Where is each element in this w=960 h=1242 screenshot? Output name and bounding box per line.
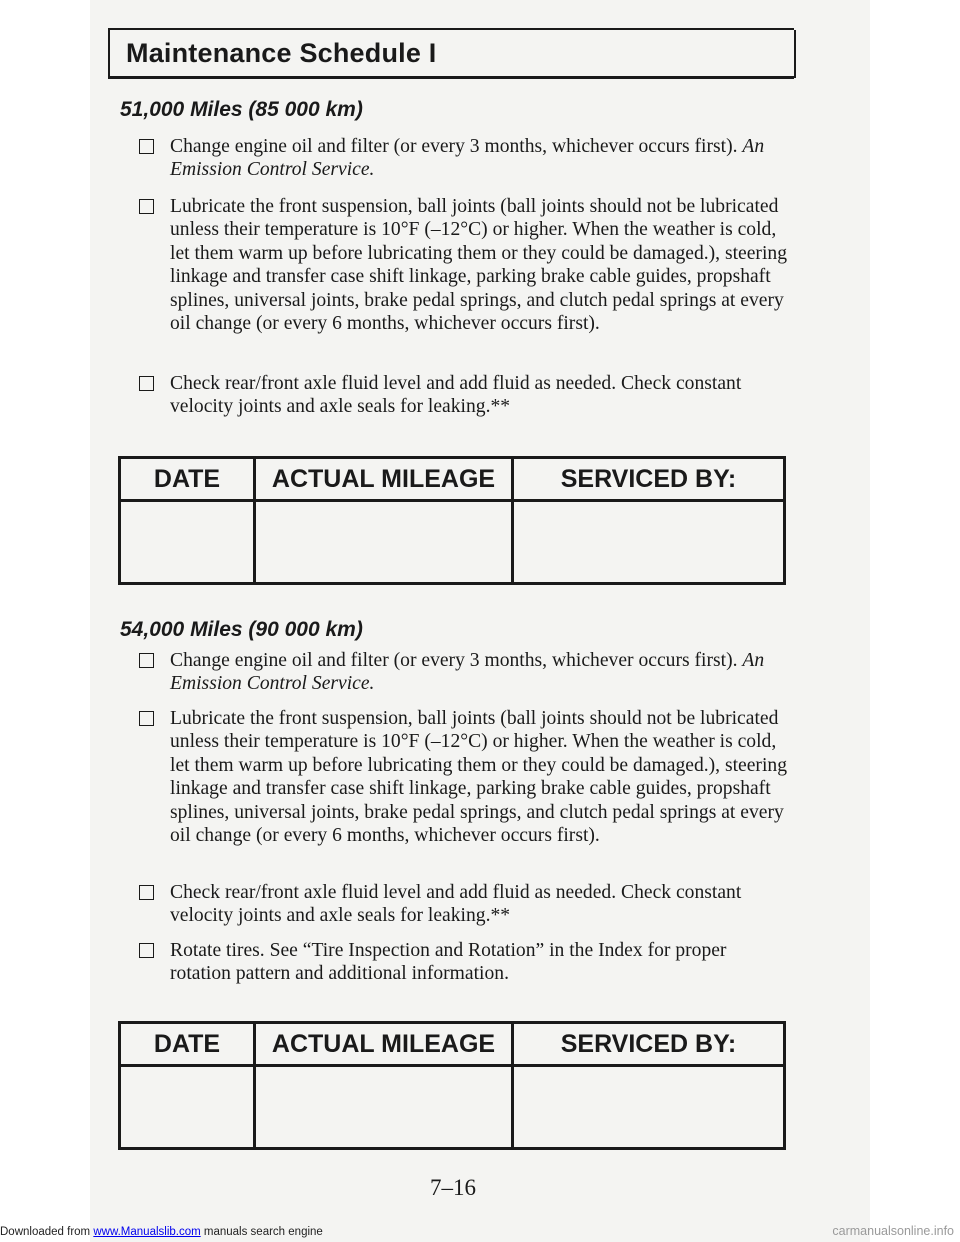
service-log-table — [118, 456, 786, 585]
watermark-text: carmanualsonline.info — [832, 1224, 954, 1238]
item-text: Change engine oil and filter (or every 3 months, whichever occurs first). — [170, 650, 743, 671]
item-italic-note: An Emission Control Service. — [170, 136, 765, 181]
item-text: Change engine oil and filter (or every 3 months, whichever occurs first). — [170, 136, 743, 157]
download-footer — [0, 1226, 323, 1238]
mileage-entry-cell[interactable] — [255, 501, 513, 584]
item-italic-note: An Emission Control Service. — [170, 650, 765, 695]
column-header-mileage: ACTUAL MILEAGE — [255, 458, 513, 501]
checklist-item — [139, 649, 789, 696]
item-text: Lubricate the front suspension, ball joints (ball joints should not be lubricated unless their temperature is 10°F (–12°C) or higher. When the weather is cold, let them warm up before lubricating them or they could be damaged.), steering linkage and transfer case shift linkage, parking brake cable guides, propshaft splines, universal joints, brake pedal springs, and clutch pedal springs at every oil change (or every 6 months, whichever occurs first). — [170, 196, 787, 335]
page-number: 7–16 — [430, 1175, 476, 1200]
checkbox-icon[interactable] — [139, 139, 154, 154]
section-heading-51000: 51,000 Miles (85 000 km) — [120, 98, 363, 121]
service-log-table — [118, 1021, 786, 1150]
section-heading-54000: 54,000 Miles (90 000 km) — [120, 618, 363, 641]
item-text: Rotate tires. See “Tire Inspection and Rotation” in the Index for proper rotation pattern and additional information. — [170, 940, 727, 985]
checklist-item — [139, 939, 789, 986]
date-entry-cell[interactable] — [120, 1066, 255, 1149]
date-entry-cell[interactable] — [120, 501, 255, 584]
item-text: Lubricate the front suspension, ball joints (ball joints should not be lubricated unless their temperature is 10°F (–12°C) or higher. When the weather is cold, let them warm up before lubricating them or they could be damaged.), steering linkage and transfer case shift linkage, parking brake cable guides, propshaft splines, universal joints, brake pedal springs, and clutch pedal springs at every oil change (or every 6 months, whichever occurs first). — [170, 708, 787, 847]
page-title: Maintenance Schedule I — [126, 38, 437, 68]
serviced-by-entry-cell[interactable] — [513, 1066, 785, 1149]
serviced-by-entry-cell[interactable] — [513, 501, 785, 584]
manualslib-link[interactable]: www.Manualslib.com — [93, 1226, 201, 1238]
checklist-item — [139, 372, 789, 419]
footer-suffix: manuals search engine — [200, 1226, 323, 1238]
header-right-tick — [794, 30, 796, 78]
mileage-entry-cell[interactable] — [255, 1066, 513, 1149]
checklist-item — [139, 881, 789, 928]
checkbox-icon[interactable] — [139, 653, 154, 668]
checkbox-icon[interactable] — [139, 376, 154, 391]
checkbox-icon[interactable] — [139, 943, 154, 958]
item-text: Check rear/front axle fluid level and add fluid as needed. Check constant velocity joints and axle seals for leaking.** — [170, 373, 742, 418]
item-text: Check rear/front axle fluid level and add fluid as needed. Check constant velocity joints and axle seals for leaking.** — [170, 882, 742, 927]
footer-prefix: Downloaded from — [0, 1226, 94, 1238]
column-header-date: DATE — [120, 1023, 255, 1066]
column-header-mileage: ACTUAL MILEAGE — [255, 1023, 513, 1066]
checklist-item — [139, 135, 789, 182]
checkbox-icon[interactable] — [139, 199, 154, 214]
header-rule — [108, 76, 794, 79]
checklist-item — [139, 195, 789, 335]
checklist-item — [139, 707, 789, 847]
column-header-date: DATE — [120, 458, 255, 501]
checkbox-icon[interactable] — [139, 711, 154, 726]
section-header-box — [108, 28, 794, 78]
column-header-serviced-by: SERVICED BY: — [513, 1023, 785, 1066]
column-header-serviced-by: SERVICED BY: — [513, 458, 785, 501]
checkbox-icon[interactable] — [139, 885, 154, 900]
